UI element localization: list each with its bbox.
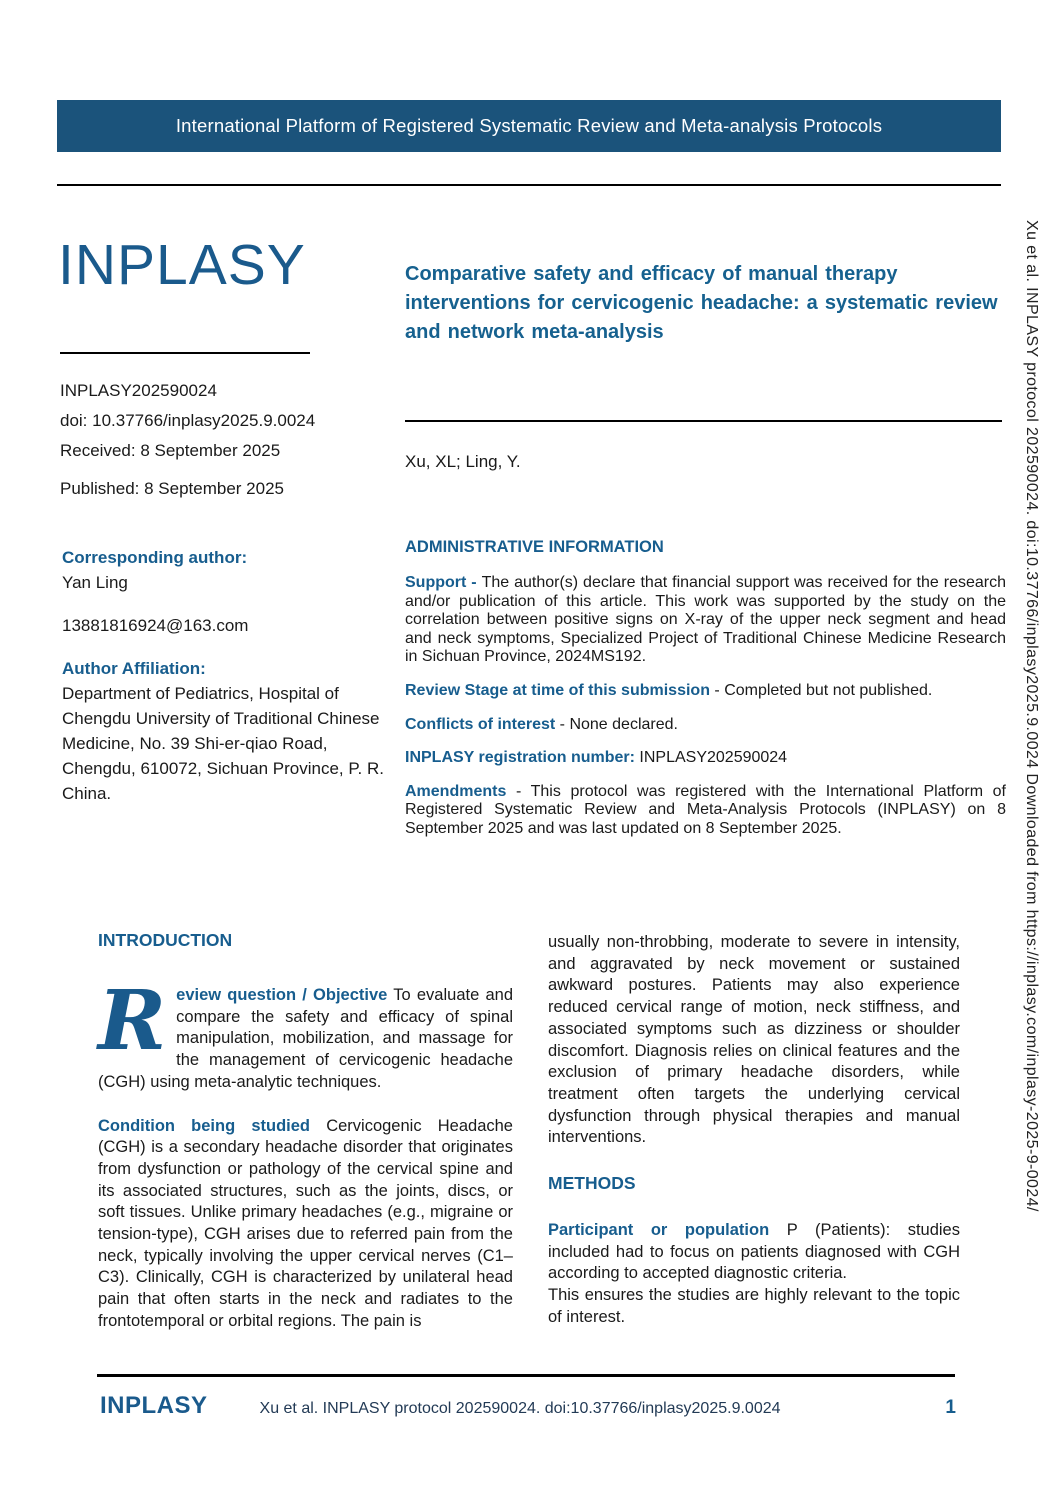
support-paragraph xyxy=(405,574,1006,667)
participant-paragraph xyxy=(548,1220,960,1285)
article-title: Comparative safety and efficacy of manual therapy interventions for cervicogenic headache: a systematic review and network meta-analysis xyxy=(405,263,998,343)
inplasy-logo: INPLASY xyxy=(58,233,306,297)
introduction-heading: INTRODUCTION xyxy=(98,930,233,950)
page-number: 1 xyxy=(945,1397,956,1418)
footer-divider xyxy=(97,1374,955,1377)
amendments-label: Amendments xyxy=(405,782,507,800)
administrative-information-section xyxy=(405,538,1006,854)
authors-line: Xu, XL; Ling, Y. xyxy=(405,452,521,471)
review-stage-label: Review Stage at time of this submission xyxy=(405,681,710,699)
condition-paragraph xyxy=(98,1116,513,1333)
registration-id: INPLASY202590024 xyxy=(60,381,217,400)
review-stage-text: - Completed but not published. xyxy=(709,681,933,699)
support-label: Support - xyxy=(405,574,482,591)
title-divider xyxy=(405,420,1002,422)
footer-inplasy-logo: INPLASY xyxy=(100,1392,208,1419)
page-footer xyxy=(100,1392,956,1420)
registration-value: INPLASY202590024 xyxy=(639,749,788,767)
admin-heading: ADMINISTRATIVE INFORMATION xyxy=(405,538,664,556)
affiliation-text: Department of Pediatrics, Hospital of Chengdu University of Traditional Chinese Medicine, No. 39 Shi-er-qiao Road, Chengdu, 610072, Sichuan Province, P. R. China. xyxy=(62,684,384,803)
registration-paragraph xyxy=(405,749,1006,768)
received-date: Received: 8 September 2025 xyxy=(60,441,281,460)
conflicts-text: - None declared. xyxy=(555,715,678,733)
banner-title: International Platform of Registered Systematic Review and Meta-analysis Protocols xyxy=(175,115,883,136)
conflicts-paragraph xyxy=(405,716,1006,735)
amendments-paragraph xyxy=(405,783,1006,839)
footer-citation: Xu et al. INPLASY protocol 202590024. doi:10.37766/inplasy2025.9.0024 xyxy=(259,1400,781,1417)
condition-label: Condition being studied xyxy=(98,1116,311,1135)
participant-text: P (Patients): studies included had to focus on patients diagnosed with CGH according to accepted diagnostic criteria. xyxy=(548,1221,960,1283)
introduction-column xyxy=(98,930,513,1355)
registration-label: INPLASY registration number: xyxy=(405,749,640,767)
right-column xyxy=(548,932,960,1329)
doi-line: doi: 10.37766/inplasy2025.9.0024 xyxy=(60,411,316,430)
support-text: The author(s) declare that financial support was received for the research and/or publication of this article. This work was supported by the study on the correlation between positive signs on X-ray of the upper neck segment and head and neck symptoms, Specialized Project of Traditional Chinese Medicine Research in Sichuan Province, 2024MS192. xyxy=(405,574,1007,666)
amendments-text: - This protocol was registered with the International Platform of Registered Systematic Review and Meta-Analysis Protocols (INPLASY) on 8 September 2025 and was last updated on 8 September 2025. xyxy=(405,782,1006,837)
review-question-label: eview question / Objective xyxy=(176,986,388,1004)
condition-continuation-paragraph: usually non-throbbing, moderate to severe in intensity, and aggravated by neck movement or sustained awkward postures. Patients may also experience reduced cervical range of motion, neck stiffness, and associated symptoms such as dizziness or shoulder discomfort. Diagnosis relies on clinical features and the exclusion of primary headache disorders, while treatment often targets the underlying cervical dysfunction through physical therapies and manual interventions. xyxy=(548,933,960,1147)
corresponding-author-block xyxy=(62,545,388,806)
corresponding-author-label: Corresponding author: xyxy=(62,548,248,567)
dropcap-letter: R xyxy=(98,973,167,1069)
condition-text: Cervicogenic Headache (CGH) is a secondary headache disorder that originates from dysfunction or pathology of the cervical spine and its associated structures, such as the joints, discs, or soft tissues. Unlike primary headaches (e.g., migraine or tension-type), CGH arises due to referred pain from the neck, typically involving the upper cervical nerves (C1–C3). Clinically, CGH is characterized by unilateral head pain that often starts in the neck and radiates to the frontotemporal or orbital regions. The pain is xyxy=(98,1116,513,1330)
protocol-meta xyxy=(60,376,315,504)
corresponding-author-email: 13881816924@163.com xyxy=(62,616,249,635)
review-question-text: To evaluate and compare the safety and efficacy of spinal manipulation, mobilization, and massage for the management of cervicogenic headache (CGH) using meta-analytic techniques. xyxy=(98,986,513,1091)
review-stage-paragraph xyxy=(405,682,1006,701)
banner xyxy=(57,100,1001,152)
corresponding-author-name: Yan Ling xyxy=(62,573,128,592)
participant-label: Participant or population xyxy=(548,1221,770,1240)
methods-heading: METHODS xyxy=(548,1173,636,1194)
affiliation-label: Author Affiliation: xyxy=(62,659,206,678)
review-question-paragraph xyxy=(98,973,513,1094)
logo-divider xyxy=(60,352,310,354)
sidebar-vertical-citation: Xu et al. INPLASY protocol 202590024. doi:10.37766/inplasy2025.9.0024 Downloaded from https://inplasy.com/inplasy-2025-9-0024/ xyxy=(1023,220,1040,1212)
conflicts-label: Conflicts of interest xyxy=(405,715,556,733)
published-date: Published: 8 September 2025 xyxy=(60,479,284,498)
participant-paragraph-2: This ensures the studies are highly relevant to the topic of interest. xyxy=(548,1286,960,1326)
top-divider xyxy=(57,184,1001,186)
